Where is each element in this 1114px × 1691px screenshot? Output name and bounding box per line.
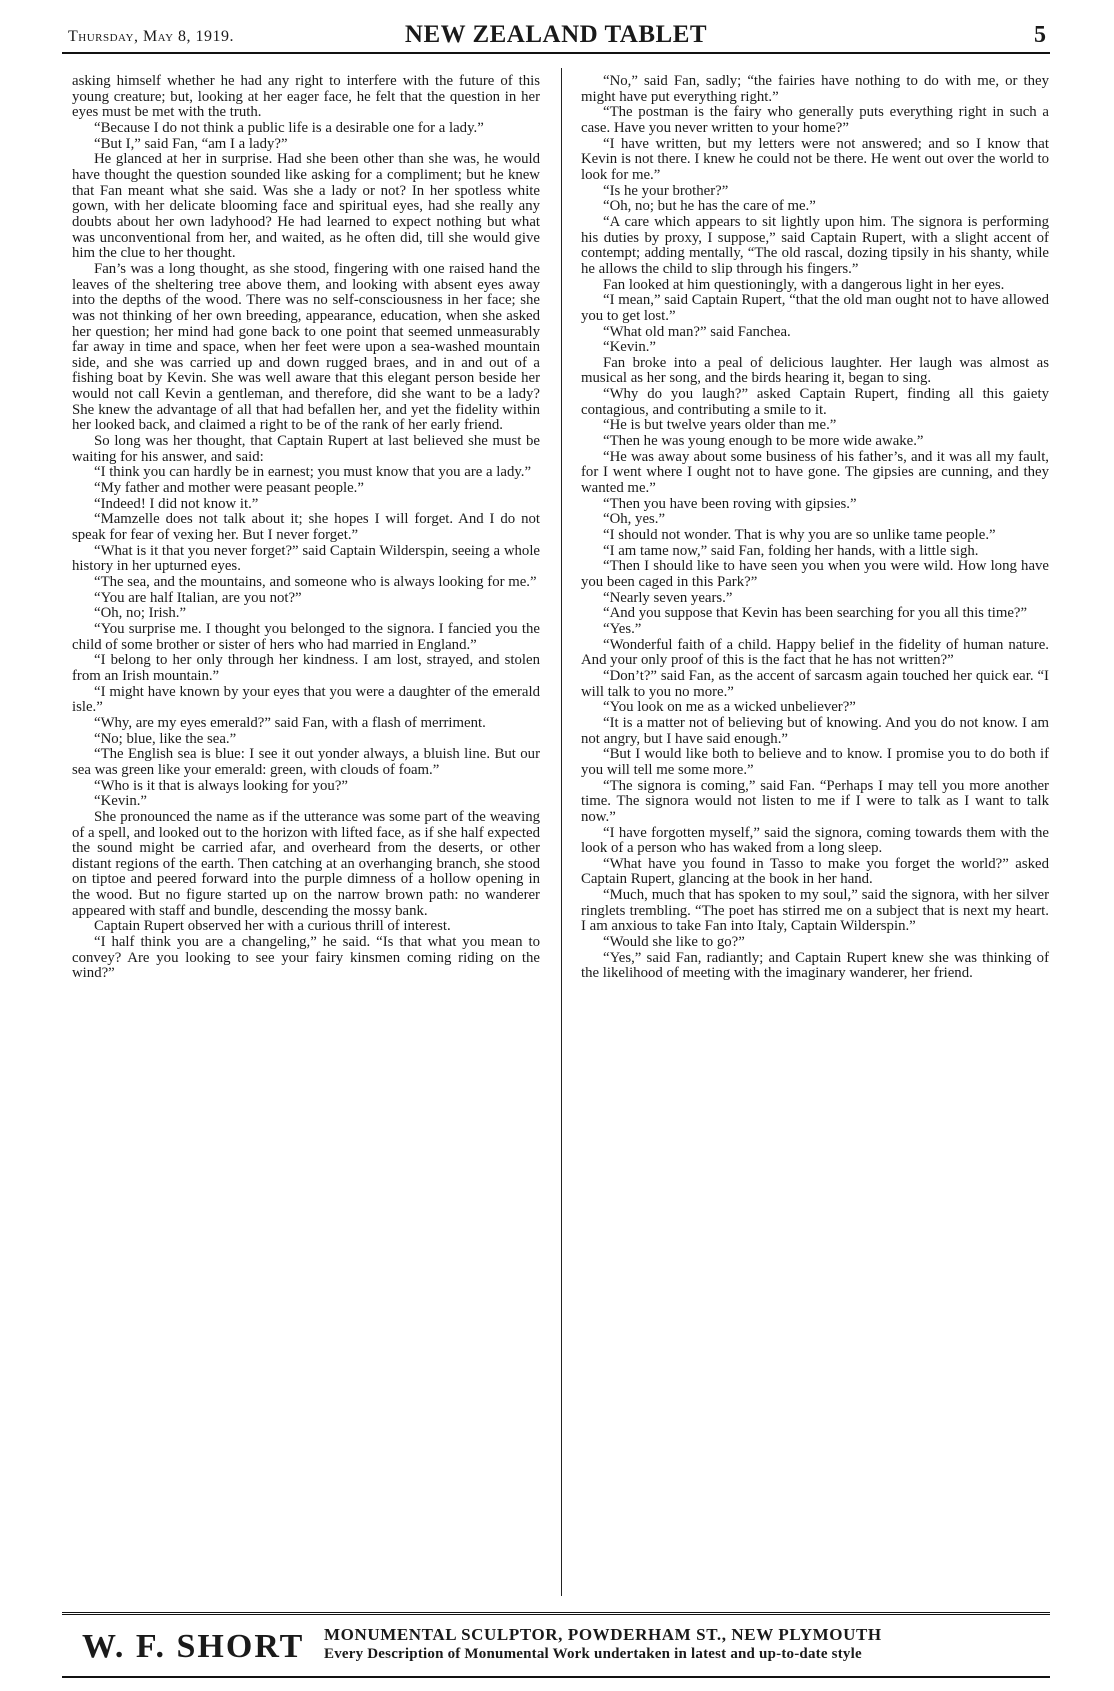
paragraph: “Kevin.”: [94, 793, 147, 810]
paragraph: “Why do you laugh?” asked Captain Rupert, finding all this gaiety contagious, and contributing a smile to it.: [581, 386, 1049, 418]
paragraph: “Would she like to go?”: [603, 934, 745, 951]
paragraph: Fan looked at him questioningly, with a dangerous light in her eyes.: [603, 276, 1005, 293]
paragraph: “What have you found in Tasso to make you forget the world?” asked Captain Rupert, glancing at the book in her hand.: [581, 855, 1049, 888]
paragraph: “I might have known by your eyes that you were a daughter of the emerald isle.”: [72, 683, 540, 716]
paragraph: “The sea, and the mountains, and someone who is always looking for me.”: [94, 574, 537, 590]
article-body: [72, 74, 1052, 1594]
paragraph: “You are half Italian, are you not?”: [94, 589, 302, 606]
paragraph: “Oh, yes.”: [603, 511, 666, 528]
paragraph: “Much, much that has spoken to my soul,” said the signora, with her silver ringlets trembling. “The poet has stirred me on a subject that is next my heart. I am anxious to take Fan into Italy, Captain Wilderspin.”: [581, 887, 1049, 935]
left-column: [72, 74, 540, 982]
paragraph: “Why, are my eyes emerald?” said Fan, with a flash of merriment.: [94, 714, 486, 731]
paragraph: “He is but twelve years older than me.”: [603, 417, 837, 434]
paragraph: “And you suppose that Kevin has been searching for you all this time?”: [603, 605, 1028, 622]
paragraph: “Mamzelle does not talk about it; she hopes I will forget. And I do not speak for fear of vexing her. But I never forget.”: [72, 511, 540, 544]
paragraph: “I half think you are a changeling,” he said. “Is that what you mean to convey? Are you looking to see your fairy kinsmen coming riding on the wind?”: [72, 934, 540, 982]
paragraph: Captain Rupert observed her with a curious thrill of interest.: [94, 918, 451, 935]
paragraph: “Is he your brother?”: [603, 182, 729, 199]
paragraph: “The signora is coming,” said Fan. “Perhaps I may tell you more another time. The signora would not listen to me if I were to talk as I want to talk now.”: [581, 777, 1049, 825]
paragraph: “Because I do not think a public life is a desirable one for a lady.”: [94, 119, 484, 136]
issue-date: Thursday, May 8, 1919.: [68, 28, 235, 45]
paragraph: “I mean,” said Captain Rupert, “that the old man ought not to have allowed you to get lost.”: [581, 292, 1049, 324]
advertisement: [62, 1612, 1050, 1675]
column-divider: [561, 68, 562, 1596]
paragraph: He glanced at her in surprise. Had she been other than she was, he would have thought the question sounded like asking for a compliment; but he knew that Fan meant what she said. Was she a lady or not? In her spotless white gown, with her delicate blooming face and spiritual eyes, had she really any doubts about her own ladyhood? He had learned to expect nothing but what was unconventional from her, and waited, as he often did, till she would give him the clue to her thought.: [72, 151, 540, 262]
advertiser-address: MONUMENTAL SCULPTOR, POWDERHAM ST., NEW PLYMOUTH: [324, 1625, 882, 1644]
paragraph: “I think you can hardly be in earnest; you must know that you are a lady.”: [94, 464, 532, 481]
paragraph: “Then I should like to have seen you when you were wild. How long have you been caged in this Park?”: [581, 558, 1049, 590]
paragraph: She pronounced the name as if the utterance was some part of the weaving of a spell, and looked out to the horizon with lifted face, as if she half expected the sound might be carried afar, and overheard from the deserts, or other distant regions of the earth. Then catching at an overhanging branch, she stood on tiptoe and peered forward into the purple dimness of a hollow opening in the wood. But no figure started up on the narrow brown path: no wanderer appeared with staff and bundle, descending the mossy bank.: [72, 808, 540, 919]
newspaper-title: NEW ZEALAND TABLET: [404, 21, 708, 48]
paragraph: “Yes,” said Fan, radiantly; and Captain Rupert knew she was thinking of the likelihood of meeting with the imaginary wanderer, her friend.: [581, 949, 1049, 982]
paragraph: “I have forgotten myself,” said the signora, coming towards them with the look of a person who has waked from a long sleep.: [581, 824, 1049, 857]
paragraph: Fan’s was a long thought, as she stood, fingering with one raised hand the leaves of the sheltering tree above them, and looking with absent eyes away into the depths of the wood. There was no self-consciousness in her face; she was not thinking of her own breeding, appearance, education, when she asked her question; her mind had gone back to one point that seemed unmeasurably far away in time and space, when her feet were upon a sea-washed mountain side, and she was carried up and down rugged braes, and in and out of a fishing boat by Kevin. She was well aware that this elegant person beside her would not call Kevin a gentleman, and therefore, did she want to be a lady? She knew the advantage of all that had befallen her, and yet the fidelity within her looked back, and claimed a right to be of the rank of her early friend.: [72, 260, 540, 434]
bottom-rule: [62, 1676, 1050, 1678]
paragraph: “What old man?” said Fanchea.: [603, 323, 791, 340]
paragraph: Fan broke into a peal of delicious laughter. Her laugh was almost as musical as her song, and the birds hearing it, began to sing.: [581, 354, 1049, 387]
paragraph: asking himself whether he had any right to interfere with the future of this young creature; but, looking at her eager face, he felt that the question in her eyes must be met with the truth.: [72, 73, 540, 121]
paragraph: “I belong to her only through her kindness. I am lost, strayed, and stolen from an Irish mountain.”: [72, 652, 540, 684]
paragraph: So long was her thought, that Captain Rupert at last believed she must be waiting for his answer, and said:: [72, 433, 540, 465]
paragraph: “Kevin.”: [603, 339, 656, 356]
paragraph: “He was away about some business of his father’s, and it was all my fault, for I went where I ought not to have gone. The gipsies are cunning, and they wanted me.”: [581, 448, 1049, 497]
paragraph: “Then you have been roving with gipsies.”: [603, 495, 857, 512]
paragraph: “Oh, no; but he has the care of me.”: [603, 198, 816, 215]
paragraph: “I am tame now,” said Fan, folding her hands, with a little sigh.: [603, 542, 979, 559]
paragraph: “What is it that you never forget?” said Captain Wilderspin, seeing a whole history in her upturned eyes.: [72, 542, 540, 575]
paragraph: “Oh, no; Irish.”: [94, 605, 187, 622]
advertiser-tagline: Every Description of Monumental Work undertaken in latest and up-to-date style: [324, 1646, 862, 1662]
paragraph: “But I would like both to believe and to know. I promise you to do both if you will tell me some more.”: [581, 746, 1049, 778]
paragraph: “No,” said Fan, sadly; “the fairies have nothing to do with me, or they might have put everything right.”: [581, 73, 1049, 105]
paragraph: “I should not wonder. That is why you are so unlike tame people.”: [603, 527, 996, 544]
paragraph: “Don’t?” said Fan, as the accent of sarcasm again touched her quick ear. “I will talk to you no more.”: [581, 667, 1049, 700]
paragraph: “The English sea is blue: I see it out yonder always, a bluish line. But our sea was green like your emerald: green, with clouds of foam.”: [72, 746, 540, 778]
paragraph: “You look on me as a wicked unbeliever?”: [603, 699, 856, 716]
advertiser-name: W. F. SHORT: [82, 1628, 305, 1665]
paragraph: “Then he was young enough to be more wide awake.”: [603, 433, 924, 450]
paragraph: “A care which appears to sit lightly upon him. The signora is performing his duties by proxy, I suppose,” said Captain Rupert, with a slight accent of contempt; adding mentally, “The old rascal, dozing tipsily in his shanty, while he allows the child to slip through his fingers.”: [581, 213, 1049, 277]
page-header: [62, 18, 1050, 54]
paragraph: “Wonderful faith of a child. Happy belief in the fidelity of human nature. And your only proof of this is the fact that he has not written?”: [581, 636, 1049, 669]
paragraph: “Yes.”: [603, 620, 642, 637]
paragraph: “The postman is the fairy who generally puts everything right in such a case. Have you never written to your home?”: [581, 104, 1049, 136]
paragraph: “But I,” said Fan, “am I a lady?”: [94, 135, 288, 152]
paragraph: “Nearly seven years.”: [603, 589, 733, 606]
paragraph: “You surprise me. I thought you belonged to the signora. I fancied you the child of some brother or sister of hers who had married in England.”: [72, 620, 540, 653]
paragraph: “It is a matter not of believing but of knowing. And you do not know. I am not angry, but I have said enough.”: [581, 714, 1049, 747]
paragraph: “Who is it that is always looking for you?”: [94, 777, 348, 794]
page-number: 5: [1034, 22, 1046, 48]
paragraph: “I have written, but my letters were not answered; and so I know that Kevin is not there. I knew he could not be there. He went out over the world to look for me.”: [581, 135, 1049, 183]
right-column: [581, 74, 1049, 982]
paragraph: “Indeed! I did not know it.”: [94, 495, 259, 512]
paragraph: “My father and mother were peasant people.”: [94, 480, 364, 497]
paragraph: “No; blue, like the sea.”: [94, 730, 237, 747]
